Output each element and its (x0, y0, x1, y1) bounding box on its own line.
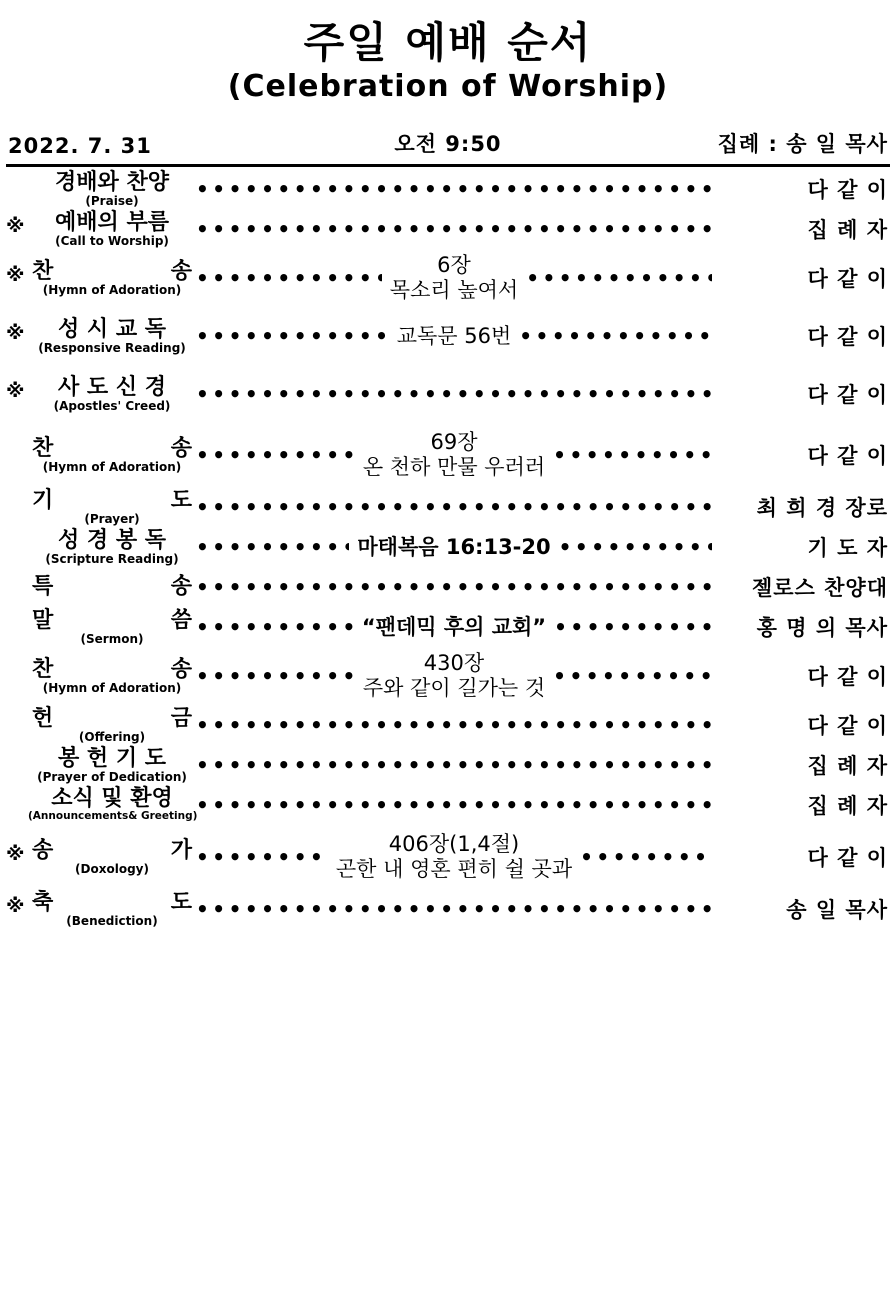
order-item-middle (196, 180, 712, 198)
order-item-middle (196, 756, 712, 774)
header-divider (6, 164, 890, 167)
page-title-korean: 주일 예배 순서 (303, 18, 593, 67)
order-item-middle (196, 498, 712, 516)
order-item-person: 다 같 이 (807, 846, 888, 870)
order-item-label-ko: 성 경 봉 독 (58, 527, 166, 553)
order-item-mark (6, 722, 28, 728)
dot-leader (196, 796, 712, 814)
order-item-mark (6, 673, 28, 679)
order-item-label (28, 527, 196, 566)
order-item-label-ko: 소식 및 환영 (51, 786, 173, 812)
order-item-label-en: (Prayer) (84, 511, 140, 526)
order-item-detail (355, 651, 553, 701)
order-item (6, 785, 890, 825)
order-item (6, 365, 890, 423)
hymn-number: 6장 (437, 252, 471, 277)
order-item-mark: ※ (6, 379, 25, 402)
order-item-label (28, 788, 196, 822)
dot-leader (196, 756, 712, 774)
order-item-label-en: (Scripture Reading) (45, 551, 179, 566)
order-item-label (28, 837, 196, 876)
order-item-label-en: (Call to Worship) (55, 233, 169, 248)
order-item-middle (196, 900, 712, 918)
order-item-label-ko: 성 시 교 독 (58, 316, 166, 342)
order-item-person: 다 같 이 (807, 178, 888, 202)
service-date: 2022. 7. 31 (8, 134, 152, 158)
worship-order-list (6, 169, 890, 929)
order-item-label (28, 656, 196, 695)
order-item-person: 집 례 자 (807, 794, 888, 818)
order-item-person: 최 희 경 장로 (756, 496, 888, 520)
hymn-title: 곤한 내 영혼 편히 쉴 곳과 (335, 857, 573, 881)
order-item-label-en: (Announcements& Greeting) (28, 810, 198, 823)
dot-leader (553, 446, 712, 464)
order-item-middle (196, 430, 712, 480)
order-item (6, 745, 890, 785)
hymn-title: 목소리 높여서 (389, 278, 519, 302)
order-item-detail (382, 253, 526, 303)
order-item-middle (196, 832, 712, 882)
order-item-middle (196, 796, 712, 814)
order-item-detail (328, 832, 580, 882)
dot-leader (196, 180, 712, 198)
order-item-person: 다 같 이 (807, 267, 888, 291)
dot-leader (580, 848, 712, 866)
order-item-middle (196, 578, 712, 596)
order-item-person: 송 일 목사 (786, 898, 888, 922)
order-item-label-ko: 특 송 (32, 573, 192, 599)
order-item (6, 647, 890, 705)
order-item-label-ko: 찬 송 (32, 435, 192, 461)
sermon-title: “팬데믹 후의 교회” (361, 614, 547, 639)
order-item-label (28, 209, 196, 248)
dot-leader (196, 716, 712, 734)
order-item-mark (6, 186, 28, 192)
order-item-label-ko: 사 도 신 경 (58, 374, 166, 400)
order-item-label-en: (Benediction) (66, 913, 158, 928)
order-item-label-ko: 찬 송 (32, 656, 192, 682)
order-item-label-en: (Sermon) (80, 631, 144, 646)
dot-leader (196, 900, 712, 918)
hymn-number: 430장 (423, 650, 485, 675)
order-item (6, 169, 890, 209)
order-item-label (28, 745, 196, 784)
order-item (6, 423, 890, 487)
order-item-middle (196, 615, 712, 639)
order-item-label-ko: 기 도 (32, 487, 192, 513)
order-item-mark: ※ (6, 842, 25, 865)
order-item-label (28, 258, 196, 297)
order-item-label-ko: 예배의 부름 (55, 209, 169, 235)
order-item-middle (196, 253, 712, 303)
order-item-label-ko: 축 도 (32, 889, 192, 915)
order-item-detail (355, 430, 553, 480)
order-item-label (28, 573, 196, 599)
order-item-label-ko: 찬 송 (32, 258, 192, 284)
service-meta-row (6, 128, 890, 158)
order-item (6, 567, 890, 607)
order-item-middle (196, 651, 712, 701)
service-time: 오전 9:50 (394, 132, 502, 156)
dot-leader (196, 269, 382, 287)
order-item-mark (6, 624, 28, 630)
order-item-label-en: (Responsive Reading) (38, 340, 186, 355)
order-item-label-en: (Hymn of Adoration) (42, 282, 182, 297)
order-item-mark (6, 544, 28, 550)
dot-leader (554, 618, 712, 636)
order-item-label (28, 169, 196, 208)
order-item-person: 다 같 이 (807, 383, 888, 407)
order-item-label-en: (Offering) (78, 729, 146, 744)
order-item (6, 307, 890, 365)
order-item-label-en: (Praise) (85, 193, 139, 208)
order-item-person: 다 같 이 (807, 325, 888, 349)
order-item-label (28, 316, 196, 355)
page-title-english: (Celebration of Worship) (227, 69, 669, 104)
order-item-mark (6, 452, 28, 458)
order-item-label-ko: 봉 헌 기 도 (58, 745, 166, 771)
order-item-person: 다 같 이 (807, 665, 888, 689)
order-item-person: 집 례 자 (807, 754, 888, 778)
order-item-mark: ※ (6, 263, 25, 286)
order-item-label-en: (Doxology) (75, 861, 149, 876)
order-item (6, 249, 890, 307)
dot-leader (196, 446, 355, 464)
order-item-middle (196, 324, 712, 348)
hymn-title: 주와 같이 길가는 것 (362, 676, 546, 700)
dot-leader (559, 538, 712, 556)
dot-leader (196, 498, 712, 516)
order-item-middle (196, 535, 712, 559)
order-item-label (28, 487, 196, 526)
order-item-person: 다 같 이 (807, 444, 888, 468)
worship-bulletin-page (0, 18, 896, 1294)
order-item-label (28, 374, 196, 413)
hymn-number: 69장 (430, 429, 478, 454)
order-item-label-en: (Hymn of Adoration) (42, 680, 182, 695)
order-item-middle (196, 716, 712, 734)
order-item-person: 기 도 자 (807, 536, 888, 560)
dot-leader (196, 618, 354, 636)
order-item-middle (196, 385, 712, 403)
order-item-mark (6, 584, 28, 590)
order-item-label (28, 889, 196, 928)
order-item-detail: 마태복음 16:13-20 (357, 534, 551, 559)
order-item (6, 527, 890, 567)
order-item-mark: ※ (6, 894, 25, 917)
order-item (6, 487, 890, 527)
order-item-person: 다 같 이 (807, 714, 888, 738)
order-item-label-ko: 헌 금 (32, 705, 192, 731)
order-item-middle (196, 220, 712, 238)
dot-leader (196, 848, 328, 866)
order-item-detail: 교독문 56번 (396, 323, 512, 348)
dot-leader (196, 538, 349, 556)
order-item-label-ko: 경배와 찬양 (55, 169, 169, 195)
order-item-label (28, 435, 196, 474)
order-item-mark: ※ (6, 214, 25, 237)
order-item-person: 집 례 자 (807, 218, 888, 242)
order-item (6, 825, 890, 889)
dot-leader (196, 667, 355, 685)
order-item (6, 705, 890, 745)
order-item-person: 홍 명 의 목사 (756, 616, 888, 640)
dot-leader (519, 327, 712, 345)
dot-leader (196, 327, 389, 345)
order-item-label (28, 607, 196, 646)
order-item-mark (6, 802, 28, 808)
dot-leader (196, 385, 712, 403)
order-item-label (28, 705, 196, 744)
order-item-mark (6, 504, 28, 510)
order-item-label-en: (Hymn of Adoration) (42, 459, 182, 474)
dot-leader (553, 667, 712, 685)
dot-leader (196, 220, 712, 238)
order-item-label-en: (Apostles' Creed) (53, 398, 171, 413)
order-item-mark (6, 762, 28, 768)
order-item-mark: ※ (6, 321, 25, 344)
order-item (6, 209, 890, 249)
hymn-title: 온 천하 만물 우러러 (362, 455, 546, 479)
order-item (6, 607, 890, 647)
order-item-label-en: (Prayer of Dedication) (37, 769, 187, 784)
service-officiant: 집례 : 송 일 목사 (717, 132, 888, 156)
order-item-label-ko: 말 씀 (32, 607, 192, 633)
hymn-number: 406장(1,4절) (388, 831, 520, 856)
order-item-label-ko: 송 가 (32, 837, 192, 863)
dot-leader (526, 269, 712, 287)
order-item-person: 젤로스 찬양대 (751, 576, 888, 600)
dot-leader (196, 578, 712, 596)
order-item (6, 889, 890, 929)
